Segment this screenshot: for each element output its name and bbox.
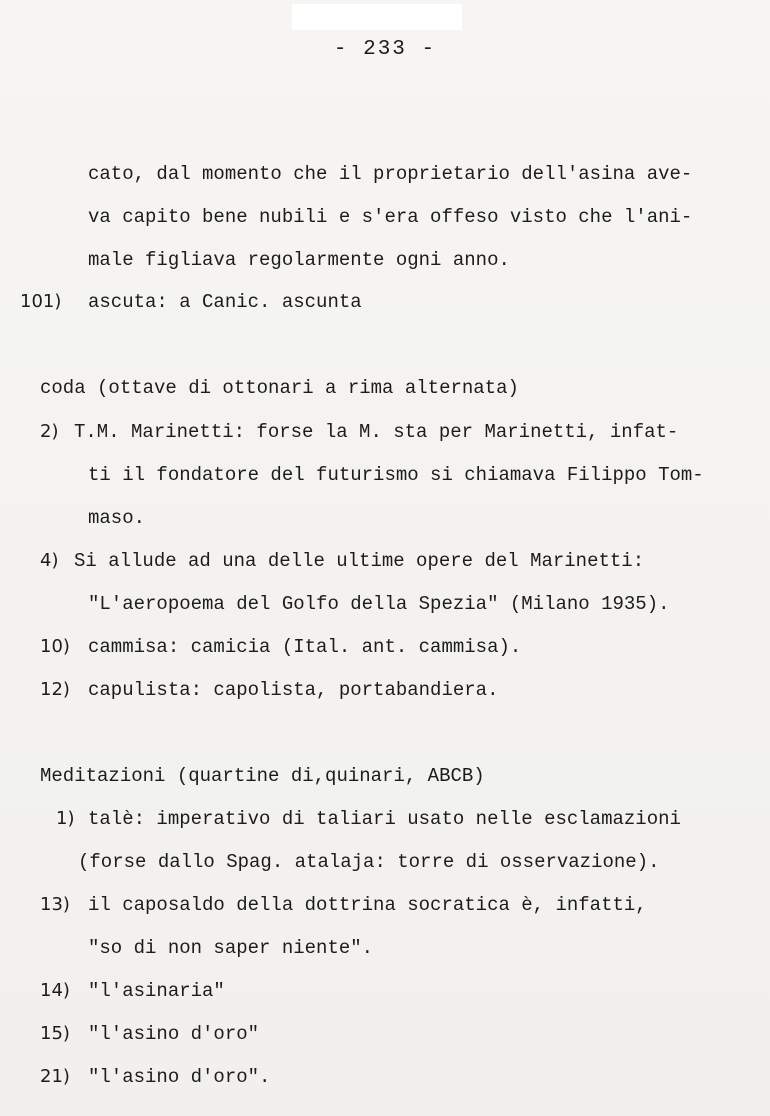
note-number: 21) bbox=[40, 1066, 70, 1087]
note-text: maso. bbox=[88, 507, 146, 529]
note-number: 2) bbox=[40, 421, 59, 442]
note-text: Si allude ad una delle ultime opere del Marinetti: bbox=[74, 550, 645, 572]
note-text: il caposaldo della dottrina socratica è, infatti, bbox=[88, 894, 647, 916]
scan-artifact bbox=[292, 4, 462, 30]
note-number: 15) bbox=[40, 1023, 70, 1044]
note-text: ti il fondatore del futurismo si chiamava Filippo Tom- bbox=[88, 464, 704, 486]
note-number: 101) bbox=[20, 291, 62, 312]
note-number: 14) bbox=[40, 980, 70, 1001]
note-text: cammisa: camicia (Ital. ant. cammisa). bbox=[88, 636, 522, 658]
note-text: "l'asinaria" bbox=[88, 980, 225, 1002]
note-text: T.M. Marinetti: forse la M. sta per Marinetti, infat- bbox=[74, 421, 679, 443]
note-number: 10) bbox=[40, 636, 70, 657]
page-number: - 233 - bbox=[333, 38, 437, 61]
note-text: "L'aeropoema del Golfo della Spezia" (Milano 1935). bbox=[88, 593, 670, 615]
note-text: "so di non saper niente". bbox=[88, 937, 374, 959]
section-heading: Meditazioni (quartine di,quinari, ABCB) bbox=[40, 765, 485, 787]
note-number: 12) bbox=[40, 679, 70, 700]
note-number: 13) bbox=[40, 894, 70, 915]
section-heading: coda (ottave di ottonari a rima alternata) bbox=[40, 377, 519, 399]
note-text: "l'asino d'oro" bbox=[88, 1023, 260, 1045]
text-line: cato, dal momento che il proprietario dell'asina ave- bbox=[88, 163, 693, 185]
note-text: (forse dallo Spag. atalaja: torre di osservazione). bbox=[78, 851, 660, 873]
note-text: "l'asino d'oro". bbox=[88, 1066, 271, 1088]
text-line: male figliava regolarmente ogni anno. bbox=[88, 249, 510, 271]
note-text: talè: imperativo di taliari usato nelle esclamazioni bbox=[88, 808, 681, 830]
note-number: 1) bbox=[56, 808, 75, 829]
note-text: capulista: capolista, portabandiera. bbox=[88, 679, 499, 701]
note-number: 4) bbox=[40, 550, 59, 571]
text-line: va capito bene nubili e s'era offeso visto che l'ani- bbox=[88, 206, 693, 228]
note-text: ascuta: a Canic. ascunta bbox=[88, 291, 362, 313]
